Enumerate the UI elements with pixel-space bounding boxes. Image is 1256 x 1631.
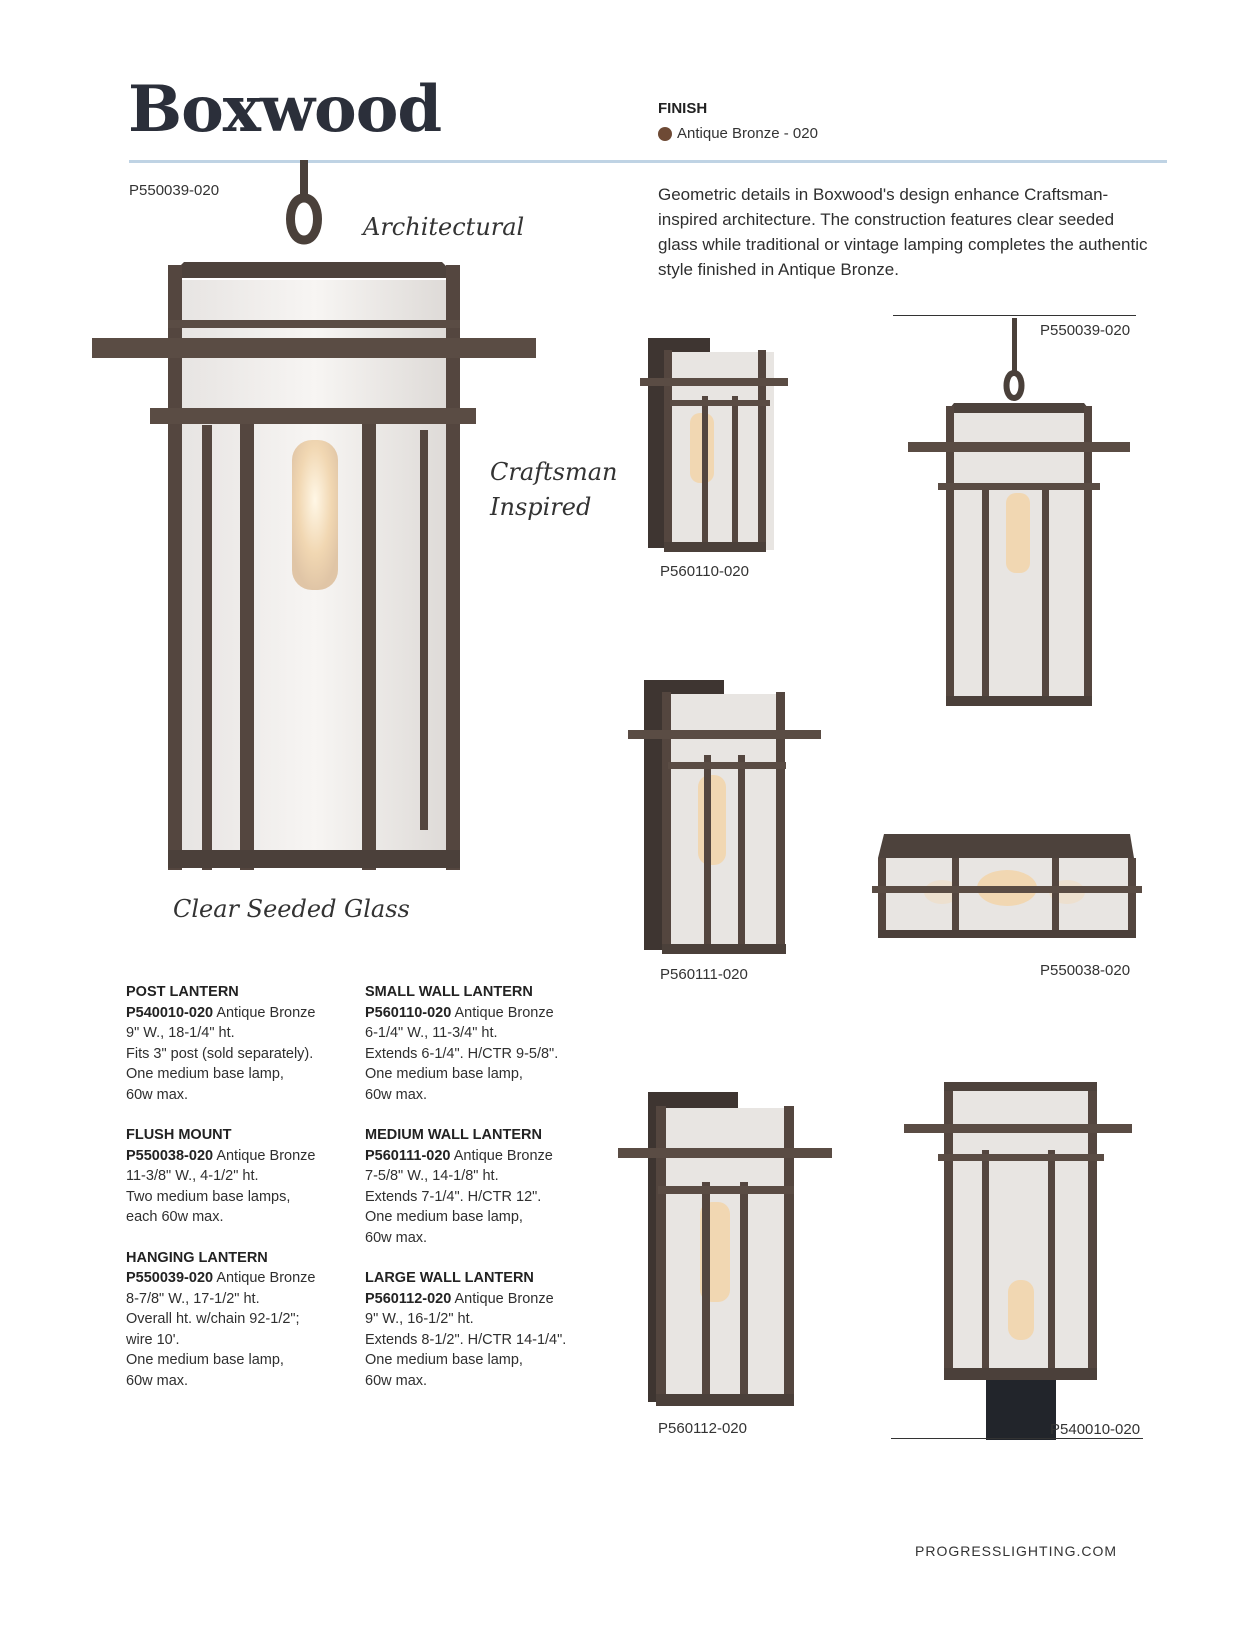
footer-website-link[interactable]: PROGRESSLIGHTING.COM xyxy=(915,1543,1118,1559)
callout-inspired: Inspired xyxy=(490,493,592,521)
spec-hanging-lantern: HANGING LANTERN P550039-020 Antique Bronze 8-7/8" W., 17-1/2" ht. Overall ht. w/chain 92-1/2"; wire 10'. One medium base lamp, 60w max. xyxy=(126,1249,316,1389)
specs-column-right xyxy=(365,982,615,1411)
medium-wall-sku: P560111-020 xyxy=(660,966,748,983)
large-wall-sku: P560112-020 xyxy=(658,1420,747,1437)
specs-column-left xyxy=(126,982,366,1411)
medium-wall-lantern-image xyxy=(628,680,823,955)
spec-large-wall-lantern: LARGE WALL LANTERN P560112-020 Antique Bronze 9" W., 16-1/2" ht. Extends 8-1/2". H/CTR 14-1/4". One medium base lamp, 60w max. xyxy=(365,1270,567,1389)
post-bottom-line xyxy=(891,1438,1143,1439)
flush-mount-image xyxy=(872,830,1142,940)
callout-architectural: Architectural xyxy=(363,213,525,241)
small-wall-sku: P560110-020 xyxy=(660,563,749,580)
small-wall-lantern-image xyxy=(640,338,790,553)
finish-label: FINISH xyxy=(658,100,708,117)
spec-small-wall-lantern: SMALL WALL LANTERN P560110-020 Antique Bronze 6-1/4" W., 11-3/4" ht. Extends 6-1/4". H/CTR 9-5/8". One medium base lamp, 60w max. xyxy=(365,984,559,1103)
page-title: Boxwood xyxy=(128,72,442,147)
finish-option xyxy=(658,125,818,142)
hanging-sku: P550039-020 xyxy=(1040,322,1131,339)
flush-mount-sku: P550038-020 xyxy=(1040,962,1131,979)
post-sku: P540010-020 xyxy=(1050,1421,1141,1438)
hanging-lantern-image xyxy=(906,318,1132,708)
post-lantern-image xyxy=(904,1080,1134,1442)
spec-medium-wall-lantern: MEDIUM WALL LANTERN P560111-020 Antique Bronze 7-5/8" W., 14-1/8" ht. Extends 7-1/4". H/CTR 12". One medium base lamp, 60w max. xyxy=(365,1127,553,1246)
spec-post-lantern: POST LANTERN P540010-020 Antique Bronze 9" W., 18-1/4" ht. Fits 3" post (sold separately). One medium base lamp, 60w max. xyxy=(126,984,316,1103)
product-description: Geometric details in Boxwood's design enhance Craftsman-inspired architecture. The construction features clear seeded glass while traditional or vintage lamping completes the authentic style finished in Antique Bronze. xyxy=(658,185,1148,279)
hanging-top-line xyxy=(893,315,1136,316)
hero-sku: P550039-020 xyxy=(129,182,220,199)
callout-clear-seeded-glass: Clear Seeded Glass xyxy=(173,895,410,923)
finish-swatch-icon xyxy=(658,127,672,141)
spec-flush-mount: FLUSH MOUNT P550038-020 Antique Bronze 11-3/8" W., 4-1/2" ht. Two medium base lamps, each 60w max. xyxy=(126,1127,316,1225)
finish-value: Antique Bronze - 020 xyxy=(677,125,818,142)
hero-hanging-lantern-image xyxy=(90,160,560,890)
large-wall-lantern-image xyxy=(618,1092,834,1407)
callout-craftsman: Craftsman xyxy=(490,458,618,486)
